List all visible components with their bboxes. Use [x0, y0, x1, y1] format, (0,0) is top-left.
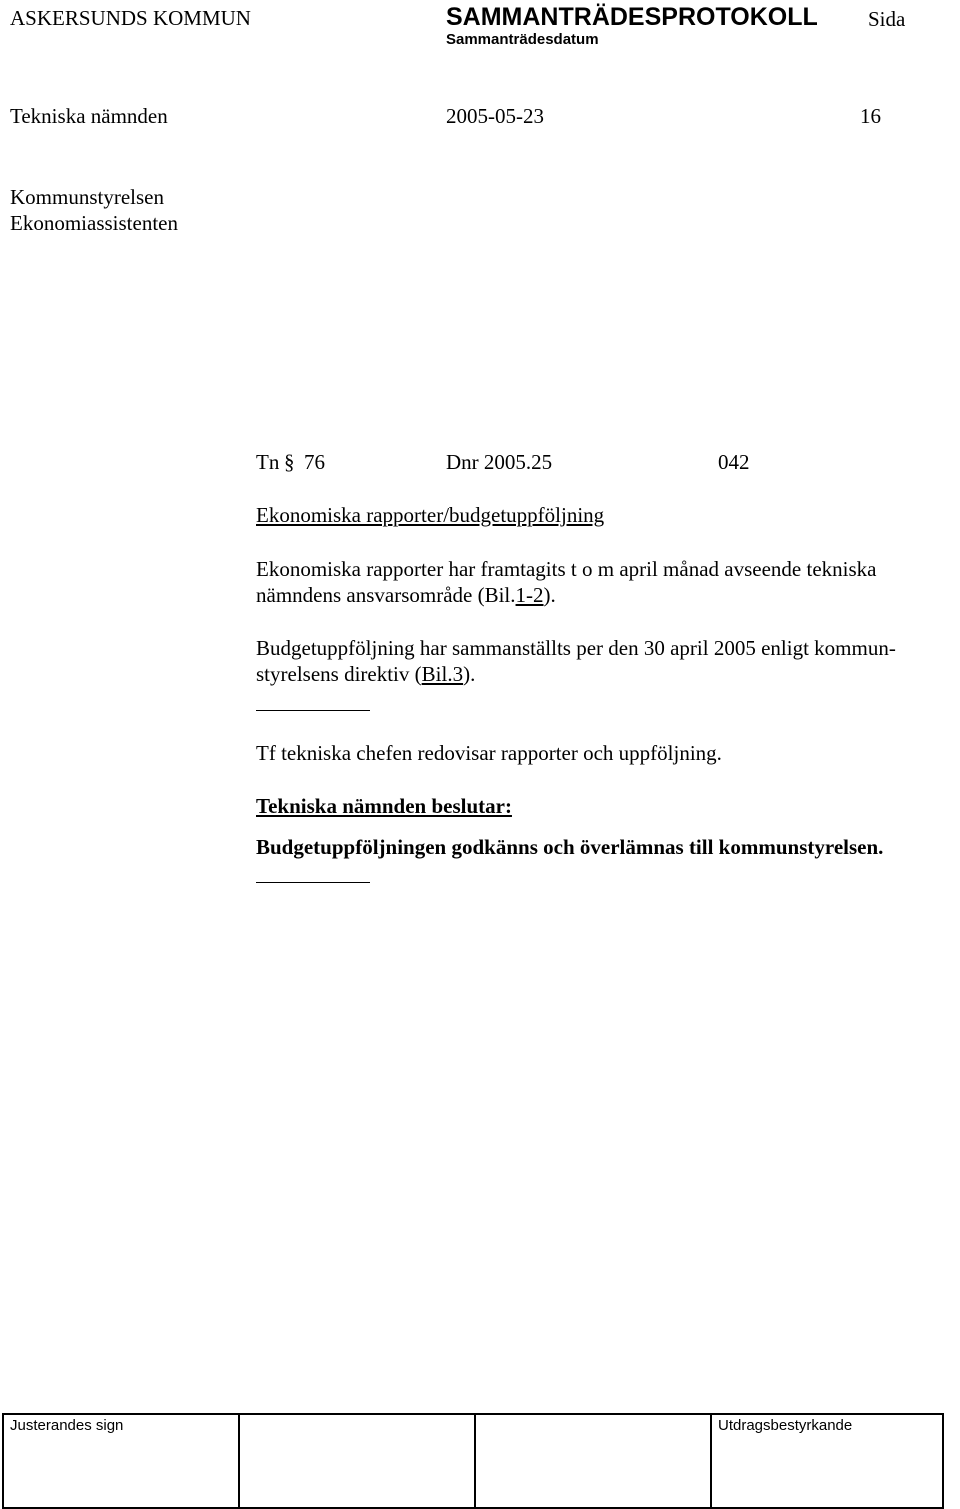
committee-name: Tekniska nämnden [10, 104, 168, 128]
signature-table [2, 1413, 944, 1509]
date-label: Sammanträdesdatum [446, 31, 599, 48]
paragraph-2-line-2-pre: styrelsens direktiv ( [256, 662, 422, 686]
attachment-ref-3: Bil.3 [421, 662, 464, 686]
decision-heading: Tekniska nämnden beslutar: [256, 794, 512, 818]
case-id-prefix: Tn [256, 450, 280, 474]
paragraph-1-line-1: Ekonomiska rapporter har framtagits t o m april månad avseende tekniska [256, 557, 877, 581]
attachment-ref-1-2: 1-2 [515, 583, 544, 607]
paragraph-1-line-2 [256, 583, 556, 608]
section-number: 76 [304, 450, 325, 474]
justerandes-sign-label: Justerandes sign [10, 1417, 124, 1434]
utdragsbestyrkande-cell [711, 1414, 943, 1508]
signature-cell [475, 1414, 711, 1508]
recipient-item: Ekonomiassistenten [10, 211, 178, 235]
recipient-item: Kommunstyrelsen [10, 185, 164, 209]
protocol-title: SAMMANTRÄDESPROTOKOLL [446, 3, 818, 31]
paragraph-2-line-2 [256, 662, 475, 687]
case-dnr-suffix: 042 [718, 450, 750, 474]
page-label: Sida [868, 7, 906, 31]
paragraph-2-line-2-post: ). [463, 662, 476, 686]
justerandes-sign-cell [3, 1414, 239, 1508]
case-heading: Ekonomiska rapporter/budgetuppföljning [256, 503, 605, 527]
paragraph-3: Tf tekniska chefen redovisar rapporter och uppföljning. [256, 741, 722, 765]
utdragsbestyrkande-label: Utdragsbestyrkande [718, 1417, 853, 1434]
page-number: 16 [860, 104, 881, 128]
municipality-name: ASKERSUNDS KOMMUN [10, 6, 251, 30]
paragraph-1-line-2-pre: nämndens ansvarsområde (Bil. [256, 583, 516, 607]
case-dnr: Dnr 2005.25 [446, 450, 553, 474]
paragraph-2-line-1: Budgetuppföljning har sammanställts per den 30 april 2005 enligt kommun- [256, 636, 896, 660]
signature-cell [239, 1414, 475, 1508]
paragraph-1-line-2-post: ). [543, 583, 556, 607]
separator-rule [256, 710, 370, 711]
section-symbol: § [284, 450, 295, 474]
decision-text: Budgetuppföljningen godkänns och överlämnas till kommunstyrelsen. [256, 835, 884, 859]
meeting-date: 2005-05-23 [446, 104, 544, 128]
separator-rule [256, 882, 370, 883]
